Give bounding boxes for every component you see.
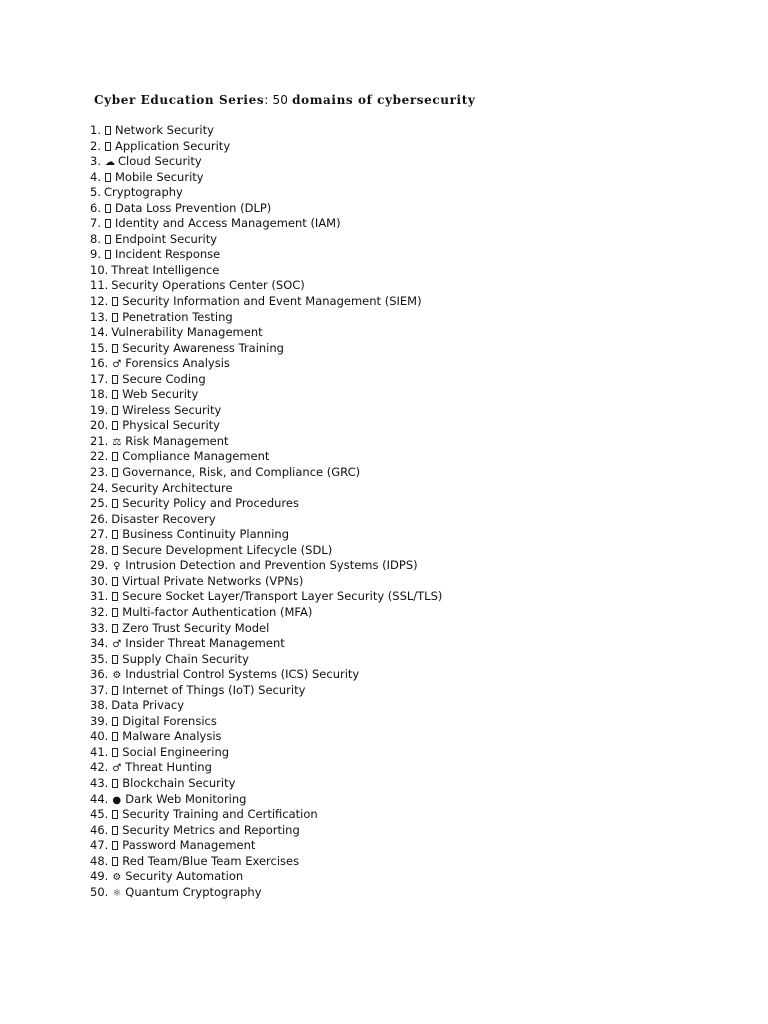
item-label: Insider Threat Management: [125, 636, 285, 651]
item-number: 1.: [90, 123, 101, 137]
missing-glyph-icon: [105, 219, 111, 228]
item-number: 42.: [90, 760, 109, 775]
missing-glyph-icon: [112, 857, 118, 866]
list-item: [90, 621, 442, 637]
item-number: 21.: [90, 433, 109, 448]
list-item: [90, 869, 442, 885]
list-item: [90, 574, 442, 590]
item-number: 27.: [90, 527, 109, 542]
missing-glyph-icon: [112, 546, 118, 555]
list-item: [90, 776, 442, 792]
missing-glyph-icon: [105, 173, 111, 182]
list-item: [90, 325, 442, 341]
item-number: 11.: [90, 278, 109, 293]
missing-glyph-icon: [112, 499, 118, 508]
emoji-icon: ⚛: [112, 887, 122, 899]
item-number: 5.: [90, 185, 101, 200]
item-label: Malware Analysis: [122, 729, 222, 744]
missing-glyph-icon: [112, 421, 118, 430]
item-number: 37.: [90, 682, 109, 697]
item-label: Identity and Access Management (IAM): [114, 216, 341, 231]
list-item: [90, 247, 442, 263]
item-label: Supply Chain Security: [122, 651, 249, 666]
list-item: [90, 558, 442, 574]
domain-list: [90, 123, 442, 900]
list-item: [90, 434, 442, 450]
list-item: [90, 698, 442, 714]
list-item: [90, 263, 442, 279]
list-item: [90, 838, 442, 854]
item-label: Secure Development Lifecycle (SDL): [122, 542, 333, 557]
missing-glyph-icon: [112, 468, 118, 477]
list-item: [90, 465, 442, 481]
item-number: 43.: [90, 775, 109, 790]
list-item: [90, 201, 442, 217]
missing-glyph-icon: [105, 250, 111, 259]
item-label: Intrusion Detection and Prevention Systems (IDPS): [125, 558, 418, 573]
item-label: Cryptography: [103, 185, 183, 200]
item-label: Risk Management: [125, 433, 229, 448]
missing-glyph-icon: [112, 530, 118, 539]
missing-glyph-icon: [112, 717, 118, 726]
item-number: 22.: [90, 449, 109, 464]
item-number: 23.: [90, 465, 109, 480]
item-label: Data Loss Prevention (DLP): [114, 200, 272, 215]
emoji-icon: ☁: [104, 157, 115, 169]
list-item: [90, 294, 442, 310]
list-item: [90, 356, 442, 372]
item-number: 44.: [90, 791, 109, 806]
list-item: [90, 449, 442, 465]
list-item: [90, 760, 442, 776]
item-label: Data Privacy: [111, 698, 185, 713]
item-number: 20.: [90, 418, 109, 433]
emoji-icon: ⚙: [112, 872, 122, 884]
missing-glyph-icon: [112, 841, 118, 850]
item-number: 25.: [90, 496, 109, 511]
missing-glyph-icon: [105, 235, 111, 244]
item-label: Internet of Things (IoT) Security: [122, 682, 306, 697]
item-number: 6.: [90, 200, 101, 215]
item-number: 14.: [90, 325, 109, 340]
item-number: 36.: [90, 667, 109, 682]
list-item: [90, 387, 442, 403]
missing-glyph-icon: [112, 390, 118, 399]
item-label: Wireless Security: [122, 402, 222, 417]
missing-glyph-icon: [112, 344, 118, 353]
list-item: [90, 885, 442, 901]
item-label: Security Information and Event Management (SIEM): [122, 294, 422, 309]
list-item: [90, 652, 442, 668]
item-number: 40.: [90, 729, 109, 744]
item-label: Secure Coding: [122, 371, 206, 386]
item-number: 47.: [90, 838, 109, 853]
item-number: 17.: [90, 371, 109, 386]
item-label: Security Training and Certification: [122, 807, 318, 822]
item-label: Governance, Risk, and Compliance (GRC): [122, 465, 361, 480]
list-item: [90, 418, 442, 434]
list-item: [90, 527, 442, 543]
emoji-icon: ♂: [112, 639, 122, 651]
missing-glyph-icon: [105, 126, 111, 135]
list-item: [90, 605, 442, 621]
missing-glyph-icon: [112, 406, 118, 415]
item-label: Digital Forensics: [122, 713, 217, 728]
list-item: [90, 123, 442, 139]
item-label: Mobile Security: [114, 169, 204, 184]
list-item: [90, 667, 442, 683]
item-number: 13.: [90, 309, 109, 324]
item-number: 28.: [90, 542, 109, 557]
missing-glyph-icon: [112, 452, 118, 461]
item-label: Zero Trust Security Model: [122, 620, 270, 635]
list-item: [90, 403, 442, 419]
list-item: [90, 589, 442, 605]
missing-glyph-icon: [105, 142, 111, 151]
missing-glyph-icon: [112, 748, 118, 757]
item-number: 29.: [90, 558, 109, 573]
item-label: Security Operations Center (SOC): [111, 278, 305, 293]
item-number: 30.: [90, 573, 109, 588]
missing-glyph-icon: [105, 204, 111, 213]
item-number: 50.: [90, 884, 109, 899]
list-item: [90, 278, 442, 294]
emoji-icon: ●: [112, 794, 122, 806]
item-number: 8.: [90, 231, 101, 246]
emoji-icon: ♂: [112, 763, 122, 775]
item-label: Incident Response: [114, 247, 221, 262]
emoji-icon: ⚙: [112, 670, 122, 682]
item-number: 41.: [90, 744, 109, 759]
list-item: [90, 807, 442, 823]
list-item: [90, 854, 442, 870]
item-number: 39.: [90, 713, 109, 728]
item-label: Blockchain Security: [122, 775, 236, 790]
item-number: 24.: [90, 480, 109, 495]
list-item: [90, 714, 442, 730]
missing-glyph-icon: [112, 826, 118, 835]
item-label: Multi-factor Authentication (MFA): [122, 604, 313, 619]
list-item: [90, 792, 442, 808]
list-item: [90, 512, 442, 528]
item-label: Dark Web Monitoring: [125, 791, 247, 806]
item-label: Quantum Cryptography: [125, 884, 262, 899]
list-item: [90, 636, 442, 652]
item-label: Network Security: [114, 123, 214, 137]
item-label: Penetration Testing: [122, 309, 233, 324]
item-label: Physical Security: [122, 418, 220, 433]
list-item: [90, 310, 442, 326]
title-count: : 50: [264, 93, 293, 107]
list-item: [90, 216, 442, 232]
item-label: Threat Intelligence: [111, 262, 220, 277]
list-item: [90, 341, 442, 357]
item-label: Security Automation: [125, 869, 244, 884]
item-number: 48.: [90, 853, 109, 868]
item-number: 35.: [90, 651, 109, 666]
missing-glyph-icon: [112, 624, 118, 633]
item-number: 19.: [90, 402, 109, 417]
item-label: Password Management: [122, 838, 256, 853]
title-subject: domains of cybersecurity: [292, 93, 476, 107]
list-item: [90, 185, 442, 201]
item-number: 38.: [90, 698, 109, 713]
item-number: 45.: [90, 807, 109, 822]
list-item: [90, 232, 442, 248]
item-number: 18.: [90, 387, 109, 402]
item-label: Social Engineering: [122, 744, 230, 759]
list-item: [90, 170, 442, 186]
item-label: Virtual Private Networks (VPNs): [122, 573, 304, 588]
missing-glyph-icon: [112, 810, 118, 819]
missing-glyph-icon: [112, 655, 118, 664]
item-number: 26.: [90, 511, 109, 526]
list-item: [90, 139, 442, 155]
item-number: 10.: [90, 262, 109, 277]
item-label: Security Policy and Procedures: [122, 496, 299, 511]
item-label: Forensics Analysis: [125, 356, 230, 371]
missing-glyph-icon: [112, 297, 118, 306]
missing-glyph-icon: [112, 375, 118, 384]
list-item: [90, 543, 442, 559]
emoji-icon: ⚖: [112, 436, 122, 448]
emoji-icon: ♀: [113, 561, 121, 573]
item-label: Endpoint Security: [114, 231, 218, 246]
item-number: 46.: [90, 822, 109, 837]
item-label: Security Metrics and Reporting: [122, 822, 300, 837]
item-label: Compliance Management: [122, 449, 270, 464]
item-number: 34.: [90, 636, 109, 651]
missing-glyph-icon: [112, 779, 118, 788]
list-item: [90, 823, 442, 839]
missing-glyph-icon: [112, 608, 118, 617]
item-label: Security Architecture: [111, 480, 233, 495]
list-item: [90, 154, 442, 170]
item-label: Disaster Recovery: [111, 511, 216, 526]
item-label: Security Awareness Training: [122, 340, 284, 355]
list-item: [90, 372, 442, 388]
item-number: 49.: [90, 869, 109, 884]
item-label: Threat Hunting: [125, 760, 212, 775]
item-number: 33.: [90, 620, 109, 635]
item-label: Secure Socket Layer/Transport Layer Security (SSL/TLS): [122, 589, 443, 604]
item-label: Web Security: [122, 387, 199, 402]
list-item: [90, 496, 442, 512]
item-label: Red Team/Blue Team Exercises: [122, 853, 300, 868]
item-number: 7.: [90, 216, 101, 231]
missing-glyph-icon: [112, 313, 118, 322]
item-number: 32.: [90, 604, 109, 619]
list-item: [90, 683, 442, 699]
item-number: 9.: [90, 247, 101, 262]
document-title: [94, 92, 475, 108]
item-number: 31.: [90, 589, 109, 604]
item-number: 16.: [90, 356, 109, 371]
item-number: 4.: [90, 169, 101, 184]
list-item: [90, 745, 442, 761]
missing-glyph-icon: [112, 686, 118, 695]
item-number: 12.: [90, 294, 109, 309]
title-series: Cyber Education Series: [94, 93, 265, 107]
item-number: 15.: [90, 340, 109, 355]
item-label: Application Security: [114, 138, 231, 153]
item-label: Industrial Control Systems (ICS) Security: [125, 667, 360, 682]
item-label: Vulnerability Management: [111, 325, 263, 340]
emoji-icon: ♂: [112, 359, 122, 371]
list-item: [90, 481, 442, 497]
list-item: [90, 729, 442, 745]
item-number: 3.: [90, 154, 101, 169]
missing-glyph-icon: [112, 592, 118, 601]
item-label: Cloud Security: [117, 154, 202, 169]
missing-glyph-icon: [112, 577, 118, 586]
item-label: Business Continuity Planning: [122, 527, 290, 542]
item-number: 2.: [90, 138, 101, 153]
missing-glyph-icon: [112, 732, 118, 741]
